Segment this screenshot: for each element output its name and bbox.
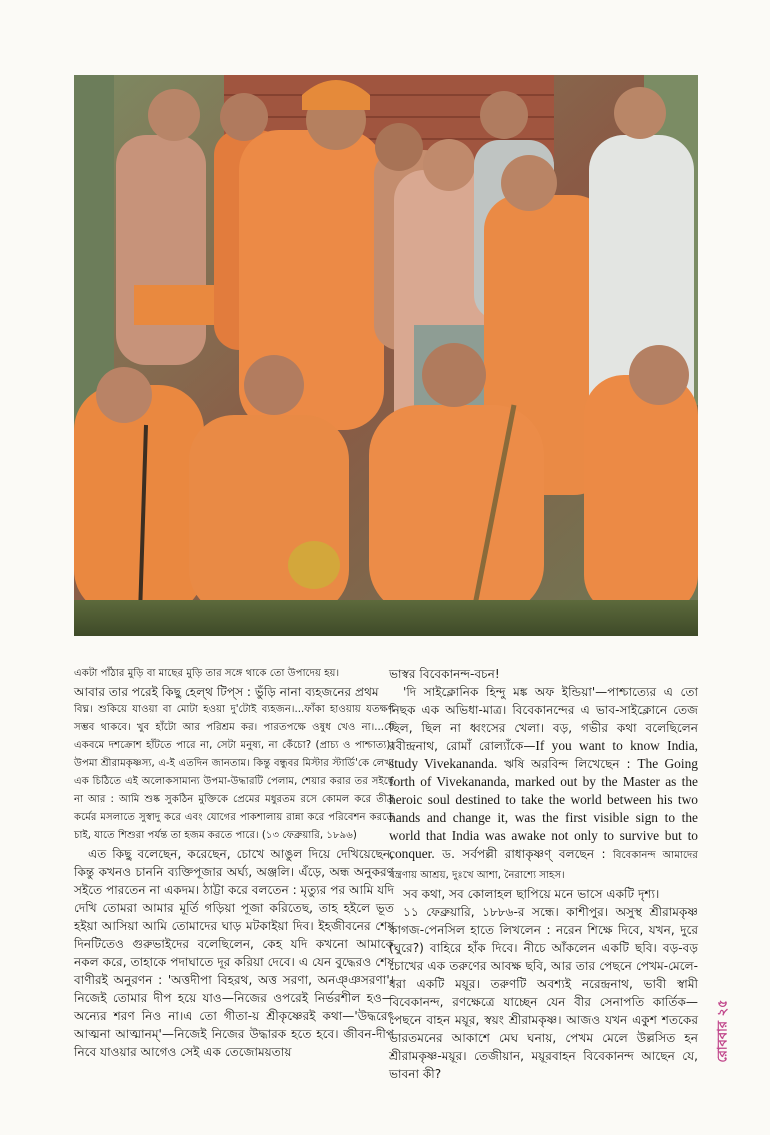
left-article-column [74, 665, 394, 1061]
right-paragraph-4: ১১ ফেব্রুয়ারি, ১৮৮৬-র সন্ধে। কাশীপুর। অসুস্থ শ্রীরামকৃষ্ণ কাগজ-পেনসিল হাতে লিখলেন : নরেন শিক্ষে দিবে, যখন, দুরে (ঘুরে?) বাহিরে হাঁক দিবে। নীচে আঁকলেন একটি ছবি। বড়-বড় চোখের এক তরুণের আবক্ষ ছবি, আর তার পেছনে পেখম-মেলে-ধরা একটি ময়ূর। তরুণটি অবশ্যই নরেন্দ্রনাথ, ভাবী স্বামী বিবেকানন্দ, রণক্ষেত্রে যাচ্ছেন যেন বীর সেনাপতি কার্তিক—পেছনে বাহন ময়ূর, স্বয়ং শ্রীরামকৃষ্ণ। আজও যখন একুশ শতকের ভারতমনের আকাশে মেঘ ঘনায়, পেখম মেলে উল্লসিত হন শ্রীরামকৃষ্ণ-ময়ূর। তেজীয়ান, ময়ূরবাহন বিবেকানন্দ আছেন যে, ভাবনা কী? [389, 905, 698, 1081]
group-photograph [74, 75, 698, 636]
left-paragraph-3: বিঘ্ন। শুকিয়ে যাওয়া বা মোটা হওয়া দু'টোই ব্যহজন।...ফাঁকা হাওয়ায় যতক্ষণ সম্ভব থাকবে। খুব হাঁটো আর পরিশ্রম কর। পারতপক্ষে ওষুধ খেও না।...যে একবমে দশক্রোশ হাঁটতে পারে না, সেটা মনুষ্য, না কেঁচো? (প্রাচ্য ও পাশ্চাত্য)। উপমা শ্রীরামকৃষ্ণস্য, এ-ই এতদিন জানতাম। কিন্তু বন্ধুবর মিস্টার স্টার্ডি'কে লেখা এক চিঠিতে এই অলোকসামান্য উপমা-উদ্ধারটি পেলাম, শেয়ার করার তর সইছে না আর : আমি শুষ্ক সুকঠিন মুক্তিকে প্রেমের মধুরতম রসে কোমল করে তীব্র কর্মের মসলাতে সুস্বাদু করে এবং যোগের পাকশালায় রান্না করে পরিবেশন করতে চাই, যাতে শিশুরা পর্যন্ত তা হজম করতে পারে। (১৩ ফেব্রুয়ারি, ১৮৯৬) [74, 704, 394, 841]
right-paragraph-2-bengali: 'দি সাইক্লোনিক হিন্দু মঙ্ক অফ ইন্ডিয়া'—পাশ্চাত্যের এ তো নিছক এক অভিধা-মাত্র। বিবেকানন্দের এ ভাব-সাইক্লোনে তেজ ছিল, ছিল না ধ্বংসের খেলা। বড়, গভীর কথা বলেছিলেন রবীন্দ্রনাথ, রোমাঁ রোল্যাঁকে— [389, 685, 698, 753]
aurobindo-quote-english: The Going forth of Vivekananda, marked out by the Master as the heroic soul destined to take the world between his two hands and change it, was the first visible sign to the world that India was awake not only to survive but to conquer. [389, 756, 698, 861]
right-article-column [389, 665, 698, 1083]
left-paragraph-1: একটা পাঁঠার মুড়ি বা মাছের মুড়ি তার সঙ্গে থাকে তো উপাদেয় হয়। [74, 668, 340, 679]
left-paragraph-4: এত কিছু বলেছেন, করেছেন, চোখে আঙুল দিয়ে দেখিয়েছেন, কিন্তু কখনও চাননি ব্যক্তিপূজার অর্ঘ্য, অঞ্জলি। এঁড়ে, অন্ধ অনুকরণ সইতে পারতেন না একদম। ঠাট্টা করে বলতেন : মৃত্যুর পর আমি যদি দেখি তোমরা আমার মূর্তি গড়িয়া পূজা করিতেছ, তাহ হইলে ভূত হইয়া আসিয়া আমি তোমাদের ঘাড় মটকাইয়া দিব। ইহজীবনের শেষ দিনটিতেও গুরুভাইদের বলেছিলেন, কেহ যদি কখনো আমাকে নকল করে, তাহাকে পদাঘাতে দূর করিয়া দেবে। এ যেন বুদ্ধেরও শেষ বাণীরই অনুরণন : 'অত্তদীপা বিহরথ, অত্ত সরণা, অনঞ্‌ঞসরণা'। নিজেই তোমার দীপ হয়ে যাও—নিজের ওপরেই নির্ভরশীল হও—অন্যের শরণ নিও না।এ তো গীতা-য় শ্রীকৃষ্ণেরই কথা—'উদ্ধরেৎ আত্মনা আত্মানম্'—নিজেই নিজের উদ্ধারক হতে হবে। জীবন-দীপ নিবে যাওয়ার আগেও সেই এক তেজোময়তায় [74, 847, 394, 1059]
radhakrishnan-intro: ড. সর্বপল্লী রাধাকৃষ্ণণ্‌ বলছেন : [434, 847, 613, 861]
right-paragraph-1: ভাস্বর বিবেকানন্দ-বচন! [389, 667, 500, 681]
footer-magazine-page: রোববার ২৫ [715, 999, 731, 1063]
left-paragraph-2: আবার তার পরেই কিছু হেল্‌থ টিপ্‌স : ভুঁড়ি নানা ব্যহজনের প্রথম [74, 685, 379, 699]
photo-illustration [74, 75, 698, 636]
right-paragraph-3: সব কথা, সব কোলাহল ছাপিয়ে মনে ভাসে একটি দৃশ্য। [403, 887, 660, 901]
right-paragraph-2 [389, 683, 698, 885]
page-footer [710, 992, 738, 1070]
aurobindo-intro: ঋষি অরবিন্দ লিখেছেন : [497, 757, 638, 771]
radhakrishnan-quote: বিবেকানন্দ আমাদের যন্ত্রণায় আশ্রয়, দুঃখে আশা, নৈরাশ্যে সাহস। [389, 850, 699, 881]
tagore-quote-english: If you want to know India, study Vivekananda. [389, 738, 698, 771]
